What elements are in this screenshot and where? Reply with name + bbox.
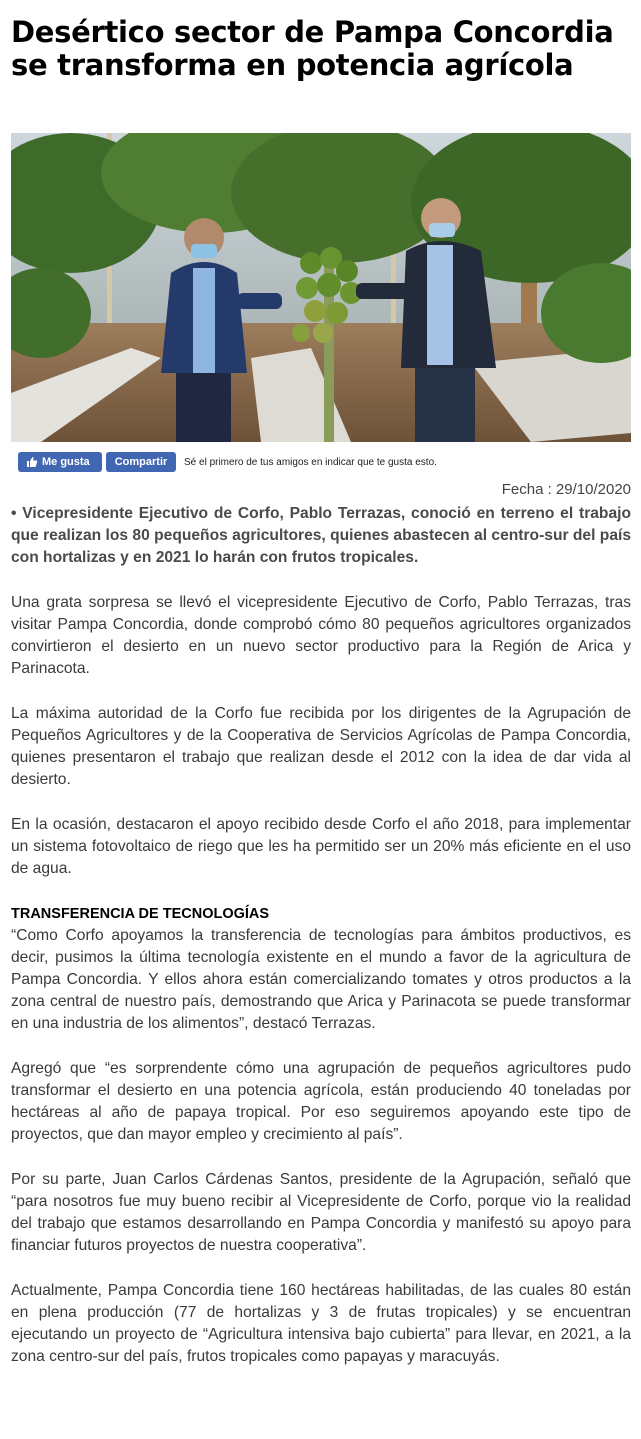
paragraph-2: La máxima autoridad de la Corfo fue recibida por los dirigentes de la Agrupación de Pequeños Agricultores y de la Cooperativa de Servicios Agrícolas de Pampa Concordia, quienes presentaron el trabajo que realizan desde el 2012 con la idea de dar vida al desierto. (11, 705, 631, 788)
paragraph-5: Agregó que “es sorprendente cómo una agrupación de pequeños agricultores pudo transformar el desierto en una potencia agrícola, están produciendo 40 toneladas por hectáreas al año de papaya tropical. Por eso seguiremos apoyando este tipo de proyectos, que dan mayor empleo y crecimiento al país”. (11, 1060, 631, 1143)
paragraph-1: Una grata sorpresa se llevó el vicepresidente Ejecutivo de Corfo, Pablo Terrazas, tras visitar Pampa Concordia, donde comprobó cómo 80 pequeños agricultores organizados convirtieron el desierto en un nuevo sector productivo para la Región de Arica y Parinacota. (11, 594, 631, 677)
article-photo (11, 133, 631, 442)
facebook-share-button[interactable] (106, 452, 176, 472)
greenhouse-photo-icon (11, 133, 631, 442)
paragraph-4: “Como Corfo apoyamos la transferencia de tecnologías para ámbitos productivos, es decir, pusimos la última tecnología existente en el mundo a favor de la agricultura de Pampa Concordia. Y ellos ahora están comercializando tomates y otros productos a la zona central de nuestro país, demostrando que Arica y Parinacota se puede transformar en una industria de los alimentos”, destacó Terrazas. (11, 927, 631, 1032)
paragraph-6: Por su parte, Juan Carlos Cárdenas Santos, presidente de la Agrupación, señaló que “para nosotros fue muy bueno recibir al Vicepresidente de Corfo, porque vio la realidad del trabajo que estamos desarrollando en Pampa Concordia y manifestó su apoyo para financiar futuros proyectos de nuestra cooperativa”. (11, 1171, 631, 1254)
article-lead: • Vicepresidente Ejecutivo de Corfo, Pablo Terrazas, conoció en terreno el trabajo que realizan los 80 pequeños agricultores, quienes abastecen al centro-sur del país con hortalizas y en 2021 lo harán con frutos tropicales. (11, 505, 631, 566)
article-body-wrapper (11, 0, 631, 1439)
facebook-social-bar (18, 452, 437, 472)
section-subheading: TRANSFERENCIA DE TECNOLOGÍAS (11, 906, 270, 922)
share-label: Compartir (114, 456, 168, 468)
paragraph-7: Actualmente, Pampa Concordia tiene 160 hectáreas habilitadas, de las cuales 80 están en plena producción (77 de hortalizas y 3 de frutas tropicales) y se encuentran ejecutando un proyecto de “Agricultura intensiva bajo cubierta” para llevar, en 2021, a la zona centro-sur del país, frutos tropicales como papayas y maracuyás. (11, 1282, 631, 1365)
thumbs-up-icon (26, 456, 38, 468)
article-title: Desértico sector de Pampa Concordia se transforma en potencia agrícola (11, 15, 614, 82)
publish-date: Fecha : 29/10/2020 (501, 481, 631, 498)
paragraph-3: En la ocasión, destacaron el apoyo recibido desde Corfo el año 2018, para implementar un sistema fotovoltaico de riego que les ha permitido ser un 20% más eficiente en el uso de agua. (11, 816, 631, 877)
facebook-like-button[interactable] (18, 452, 102, 472)
like-label: Me gusta (42, 456, 90, 468)
article-body (11, 503, 631, 1391)
like-prompt-text: Sé el primero de tus amigos en indicar que te gusta esto. (184, 456, 437, 468)
